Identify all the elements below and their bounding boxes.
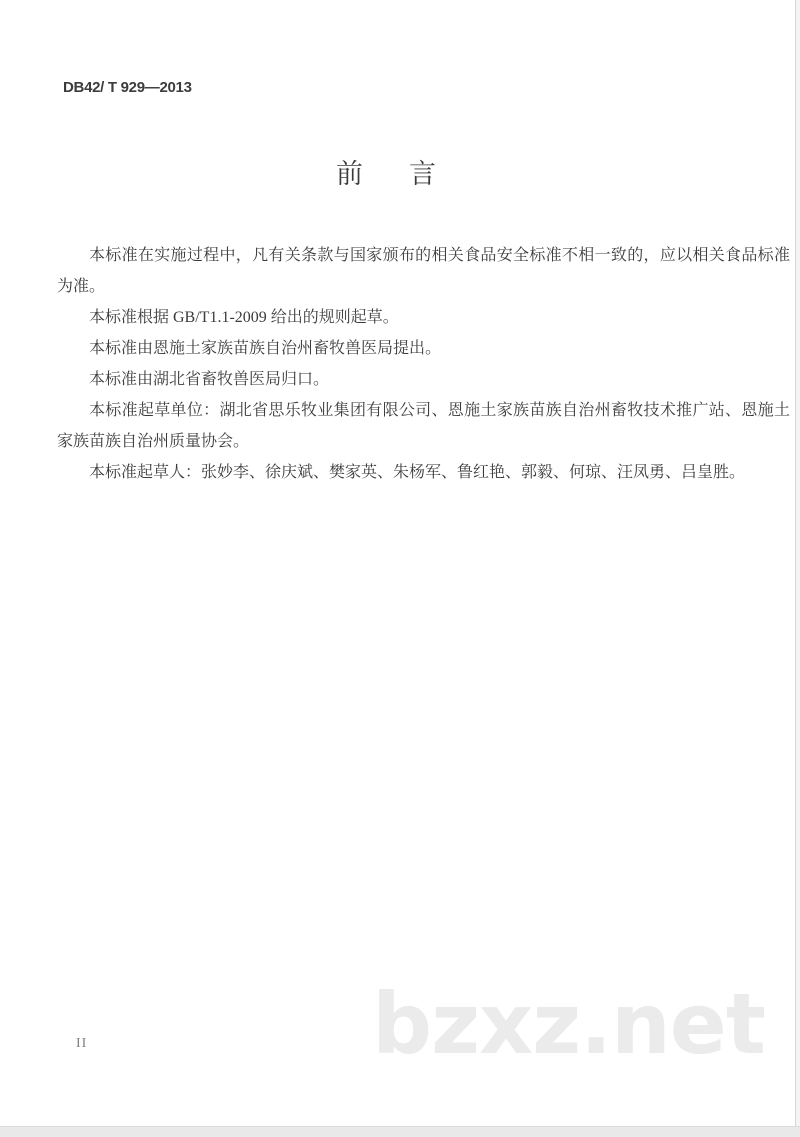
foreword-paragraph: 本标准在实施过程中，凡有关条款与国家颁布的相关食品安全标准不相一致的，应以相关食品标准为准。 bbox=[57, 247, 790, 295]
page-right-edge-line bbox=[795, 0, 796, 1137]
page-number: II bbox=[76, 1036, 88, 1051]
page-title bbox=[336, 159, 436, 190]
page-title-char-left: 前 bbox=[336, 159, 363, 189]
foreword-paragraph: 本标准由湖北省畜牧兽医局归口。 bbox=[89, 371, 330, 388]
foreword-paragraph: 本标准起草人：张妙李、徐庆斌、樊家英、朱杨军、鲁红艳、郭毅、何琼、汪凤勇、吕皇胜。 bbox=[89, 464, 746, 481]
scan-bottom-edge bbox=[0, 1126, 800, 1137]
scan-right-margin bbox=[796, 0, 800, 1137]
watermark: bzxz.net bbox=[372, 975, 765, 1073]
standard-number: DB42/ T 929—2013 bbox=[63, 79, 192, 96]
foreword-body bbox=[57, 240, 790, 488]
page-title-char-right: 言 bbox=[409, 159, 436, 189]
foreword-paragraph: 本标准由恩施土家族苗族自治州畜牧兽医局提出。 bbox=[89, 340, 442, 357]
foreword-paragraph: 本标准起草单位：湖北省思乐牧业集团有限公司、恩施土家族苗族自治州畜牧技术推广站、恩施土家族苗族自治州质量协会。 bbox=[57, 402, 790, 450]
foreword-paragraph: 本标准根据 GB/T1.1-2009 给出的规则起草。 bbox=[89, 309, 399, 326]
